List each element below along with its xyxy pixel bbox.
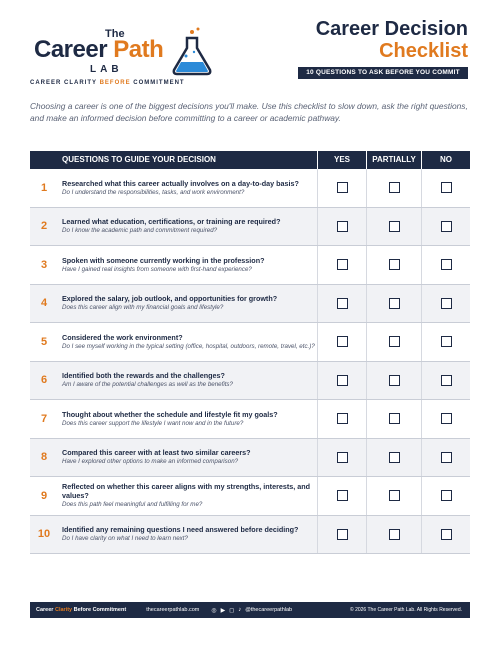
no-checkbox[interactable]	[441, 182, 452, 193]
no-checkbox[interactable]	[441, 413, 452, 424]
yes-checkbox[interactable]	[337, 375, 348, 386]
footer-copyright: © 2026 The Career Path Lab. All Rights Reserved.	[350, 607, 462, 613]
row-number: 2	[40, 220, 48, 233]
no-checkbox[interactable]	[441, 221, 452, 232]
question-title: Spoken with someone currently working in the profession?	[62, 255, 265, 265]
row-question	[58, 362, 317, 400]
no-checkbox[interactable]	[441, 490, 452, 501]
no-checkbox[interactable]	[441, 298, 452, 309]
partially-checkbox[interactable]	[389, 221, 400, 232]
footer-website[interactable]: thecareerpathlab.com	[146, 607, 200, 613]
footer-social-icons	[211, 607, 241, 614]
question-subtext: Do I understand the responsibilities, tasks, and work environment?	[62, 188, 245, 196]
tiktok-icon[interactable]: ♪	[238, 606, 242, 613]
row-question	[58, 208, 317, 246]
logo-career-path: Career Path	[34, 36, 164, 63]
question-title: Thought about whether the schedule and lifestyle fit my goals?	[62, 409, 278, 419]
question-title: Explored the salary, job outlook, and opportunities for growth?	[62, 294, 278, 304]
no-checkbox[interactable]	[441, 259, 452, 270]
intro-text: Choosing a career is one of the biggest decisions you'll make. Use this checklist to slow down, ask the right questions, and make an informed decision before committing to a career or academic pathway.	[30, 101, 468, 123]
row-question	[58, 323, 317, 361]
yes-checkbox[interactable]	[337, 336, 348, 347]
row-question	[58, 246, 317, 284]
footer-brand: Career Clarity Before Commitment	[36, 607, 127, 613]
youtube-icon[interactable]: ▶	[220, 607, 226, 614]
row-question	[58, 516, 317, 554]
logo-lab: LAB	[90, 64, 123, 75]
table-row	[30, 208, 470, 247]
no-checkbox[interactable]	[441, 529, 452, 540]
footer-handle[interactable]: @thecareerpathlab	[245, 607, 293, 613]
logo	[30, 24, 220, 92]
row-question	[58, 439, 317, 477]
subtitle-banner: 10 QUESTIONS TO ASK BEFORE YOU COMMIT	[298, 67, 468, 79]
no-checkbox[interactable]	[441, 375, 452, 386]
row-question	[58, 169, 317, 207]
header-question: QUESTIONS TO GUIDE YOUR DECISION	[62, 155, 216, 164]
question-subtext: Does this path feel meaningful and fulfilling for me?	[62, 501, 203, 509]
header-no: NO	[421, 151, 470, 169]
question-subtext: Does this career support the lifestyle I want now and in the future?	[62, 419, 244, 427]
row-number: 4	[40, 297, 48, 310]
yes-checkbox[interactable]	[337, 452, 348, 463]
yes-checkbox[interactable]	[337, 490, 348, 501]
question-title: Learned what education, certifications, or training are required?	[62, 217, 281, 227]
partially-checkbox[interactable]	[389, 529, 400, 540]
yes-checkbox[interactable]	[337, 221, 348, 232]
yes-checkbox[interactable]	[337, 298, 348, 309]
table-row	[30, 323, 470, 362]
row-number: 9	[40, 489, 48, 502]
question-title: Identified any remaining questions I need answered before deciding?	[62, 525, 299, 535]
flask-icon	[170, 26, 216, 76]
header-yes: YES	[317, 151, 366, 169]
question-subtext: Do I know the academic path and commitment required?	[62, 227, 218, 235]
footer	[30, 602, 470, 618]
table-row	[30, 285, 470, 324]
partially-checkbox[interactable]	[389, 182, 400, 193]
table-row	[30, 516, 470, 555]
question-title: Researched what this career actually involves on a day-to-day basis?	[62, 178, 299, 188]
yes-checkbox[interactable]	[337, 259, 348, 270]
table-row	[30, 169, 470, 208]
logo-tagline: CAREER CLARITY BEFORE COMMITMENT	[30, 80, 185, 86]
no-checkbox[interactable]	[441, 336, 452, 347]
row-number: 6	[40, 374, 48, 387]
row-question	[58, 400, 317, 438]
question-title: Identified both the rewards and the challenges?	[62, 371, 225, 381]
table-row	[30, 362, 470, 401]
table-row	[30, 400, 470, 439]
instagram-icon[interactable]: ◻	[229, 607, 235, 614]
row-number: 5	[40, 335, 48, 348]
table-row	[30, 439, 470, 478]
row-number: 7	[40, 412, 48, 425]
question-title: Compared this career with at least two similar careers?	[62, 448, 251, 458]
question-title: Reflected on whether this career aligns with my strengths, interests, and values?	[62, 482, 311, 501]
table-row	[30, 246, 470, 285]
yes-checkbox[interactable]	[337, 529, 348, 540]
header-partially: PARTIALLY	[366, 151, 421, 169]
page-title: Career Decision	[315, 18, 468, 40]
question-subtext: Have I gained real insights from someone with first-hand experience?	[62, 265, 252, 273]
globe-icon[interactable]: ◎	[211, 607, 217, 614]
partially-checkbox[interactable]	[389, 259, 400, 270]
partially-checkbox[interactable]	[389, 452, 400, 463]
no-checkbox[interactable]	[441, 452, 452, 463]
row-question	[58, 285, 317, 323]
row-number: 8	[40, 451, 48, 464]
partially-checkbox[interactable]	[389, 375, 400, 386]
partially-checkbox[interactable]	[389, 490, 400, 501]
partially-checkbox[interactable]	[389, 413, 400, 424]
page-title-accent: Checklist	[379, 40, 468, 62]
partially-checkbox[interactable]	[389, 336, 400, 347]
question-subtext: Do I see myself working in the typical setting (office, hospital, outdoors, remote, travel, etc.)?	[62, 342, 315, 350]
partially-checkbox[interactable]	[389, 298, 400, 309]
yes-checkbox[interactable]	[337, 413, 348, 424]
question-subtext: Have I explored other options to make an informed comparison?	[62, 458, 239, 466]
question-subtext: Does this career align with my financial goals and lifestyle?	[62, 304, 224, 312]
table-header	[30, 151, 470, 169]
question-subtext: Do I have clarity on what I need to learn next?	[62, 535, 188, 543]
question-subtext: Am I aware of the potential challenges as well as the benefits?	[62, 381, 233, 389]
row-question	[58, 477, 317, 515]
row-number: 10	[37, 528, 51, 541]
checklist-table	[30, 151, 470, 554]
yes-checkbox[interactable]	[337, 182, 348, 193]
table-row	[30, 477, 470, 516]
row-number: 1	[40, 181, 48, 194]
row-number: 3	[40, 258, 48, 271]
question-title: Considered the work environment?	[62, 332, 183, 342]
logo-the: The	[105, 28, 125, 40]
